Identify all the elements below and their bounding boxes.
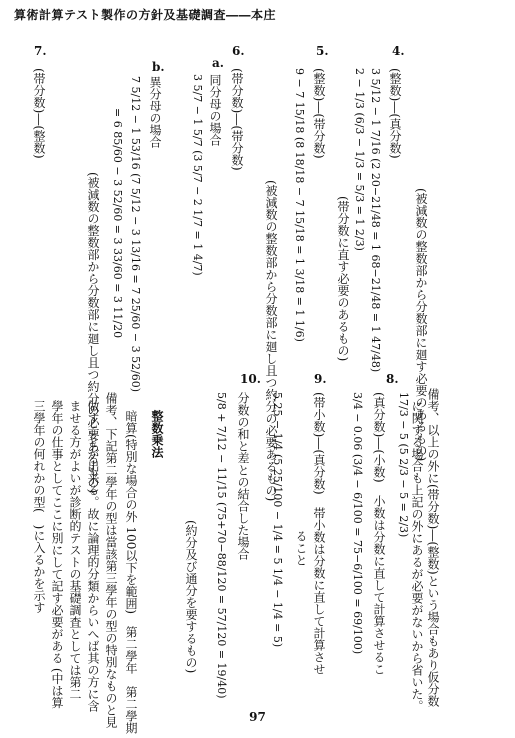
running-header: 算術計算テスト製作の方針及基礎調査――本庄	[14, 8, 277, 22]
problem-9-type: (帯小数)―(真分数) 帯小数は分数に直して計算させ	[312, 392, 326, 675]
multiplication-line-3: 做すことが出来る。故に論理的分類からいへば其の方に含	[86, 400, 100, 712]
problem-number-5: 5.	[316, 44, 329, 58]
multiplication-line-6: 三學年の何れかの型( )に入るかを示す	[32, 400, 46, 614]
problem-7-type: (帯分数)―(整数)	[32, 68, 46, 159]
problem-number-7: 7.	[34, 44, 47, 58]
problem-9-eq: 5.25 − 1/4 (5 25/100 − 1/4 = 5 1/4 − 1/4 = 5)	[271, 392, 284, 648]
problem-4-eq1: 3 5/12 − 1 7/16 (2 20−21/48 = 1 68−21/48 = 1 47/48)	[369, 68, 382, 373]
problem-10-note: (約分及び通分を要するもの)	[184, 520, 198, 674]
problem-4-eq2: 2 − 1/3 (6/3 − 1/3 = 5/3 = 1 2/3)	[353, 68, 366, 251]
problem-5-eq: 9 − 7 15/18 (8 18/18 − 7 15/18 = 1 3/18 = 1 1/6)	[293, 68, 306, 342]
multiplication-line-1: 暗算(特別な場合の外 100以下を範囲) 第二學年 第二學期	[124, 410, 138, 735]
multiplication-line-5: 學年の仕事としてここに別にして記す必要がある (中は算	[50, 400, 64, 709]
page-number: 97	[249, 710, 266, 724]
problem-9-tail: ること	[294, 530, 308, 566]
problem-5-note: (被減数の整数部から分数部に廻し且つ約分の必要あるもの)	[264, 180, 278, 502]
problem-4-type: (整数)―(真分数)	[388, 68, 402, 159]
problem-6b-case: 異分母の場合	[148, 76, 162, 148]
problem-number-6: 6.	[232, 44, 245, 58]
problem-10-type: 分数の和と差との結合した場合	[236, 392, 250, 560]
problem-6b-eq1: 7 5/12 − 1 53/16 (7 5/12 − 3 13/16 = 7 25/60 − 3 52/60)	[129, 76, 142, 393]
problem-4-note2: (帯分数に直す必要のあるもの)	[336, 196, 350, 362]
problem-number-4: 4.	[392, 44, 405, 58]
problem-6b-note: (被減数の整数部から分数部に廻し且つ約分の必要あるもの)	[86, 172, 100, 494]
problem-6a-label: a.	[212, 56, 224, 70]
problem-4-note1: (被減数の整数部から分数部に廻す必要のあるもの)	[414, 188, 428, 462]
problem-6-type: (帯分数)―(帯分数)	[230, 68, 244, 171]
problem-8-type: (真分数)―(小数) 小数は分数に直して計算させるこ	[372, 392, 386, 675]
problem-8-note2: に関する場合も上記の外にあるが必要がないから省いた。	[410, 400, 424, 712]
problem-number-10: 10.	[240, 372, 261, 386]
problem-number-8: 8.	[386, 372, 399, 386]
section-title-multiplication: 整数乗法	[150, 410, 164, 458]
problem-8-eq2: 3/4 − 0.06 (3/4 − 6/100 = 75−6/100 = 69/100)	[351, 392, 364, 655]
problem-6a-case: 同分母の場合	[208, 74, 222, 146]
problem-6a-eq: 3 5/7 − 1 5/7 (3 5/7 − 2 1/7 = 1 4/7)	[191, 74, 204, 276]
problem-6b-label: b.	[152, 60, 165, 74]
problem-5-type: (整数)―(帯分数)	[312, 68, 326, 159]
problem-8-eq: 17/3 − 5 (5 2/3 − 5 = 2/3)	[397, 392, 410, 538]
problem-8-note1: 備考、以上の外に(帯分数)―(整数)という場合もあり仮分数	[426, 388, 440, 707]
problem-number-9: 9.	[314, 372, 327, 386]
problem-10-eq: 5/8 + 7/12 − 11/15 (75+70−88/120 = 57/120 = 19/40)	[215, 392, 228, 699]
multiplication-line-4: ませる方がよいが診断的テストの基礎調査としては第二	[68, 400, 82, 700]
problem-6b-eq2: = 6 85/60 − 3 52/60 = 3 33/60 = 3 11/20	[111, 108, 124, 339]
multiplication-line-2: 備考、下記第二學年の型は當該第三學年の型の特別なものと見	[104, 392, 118, 728]
